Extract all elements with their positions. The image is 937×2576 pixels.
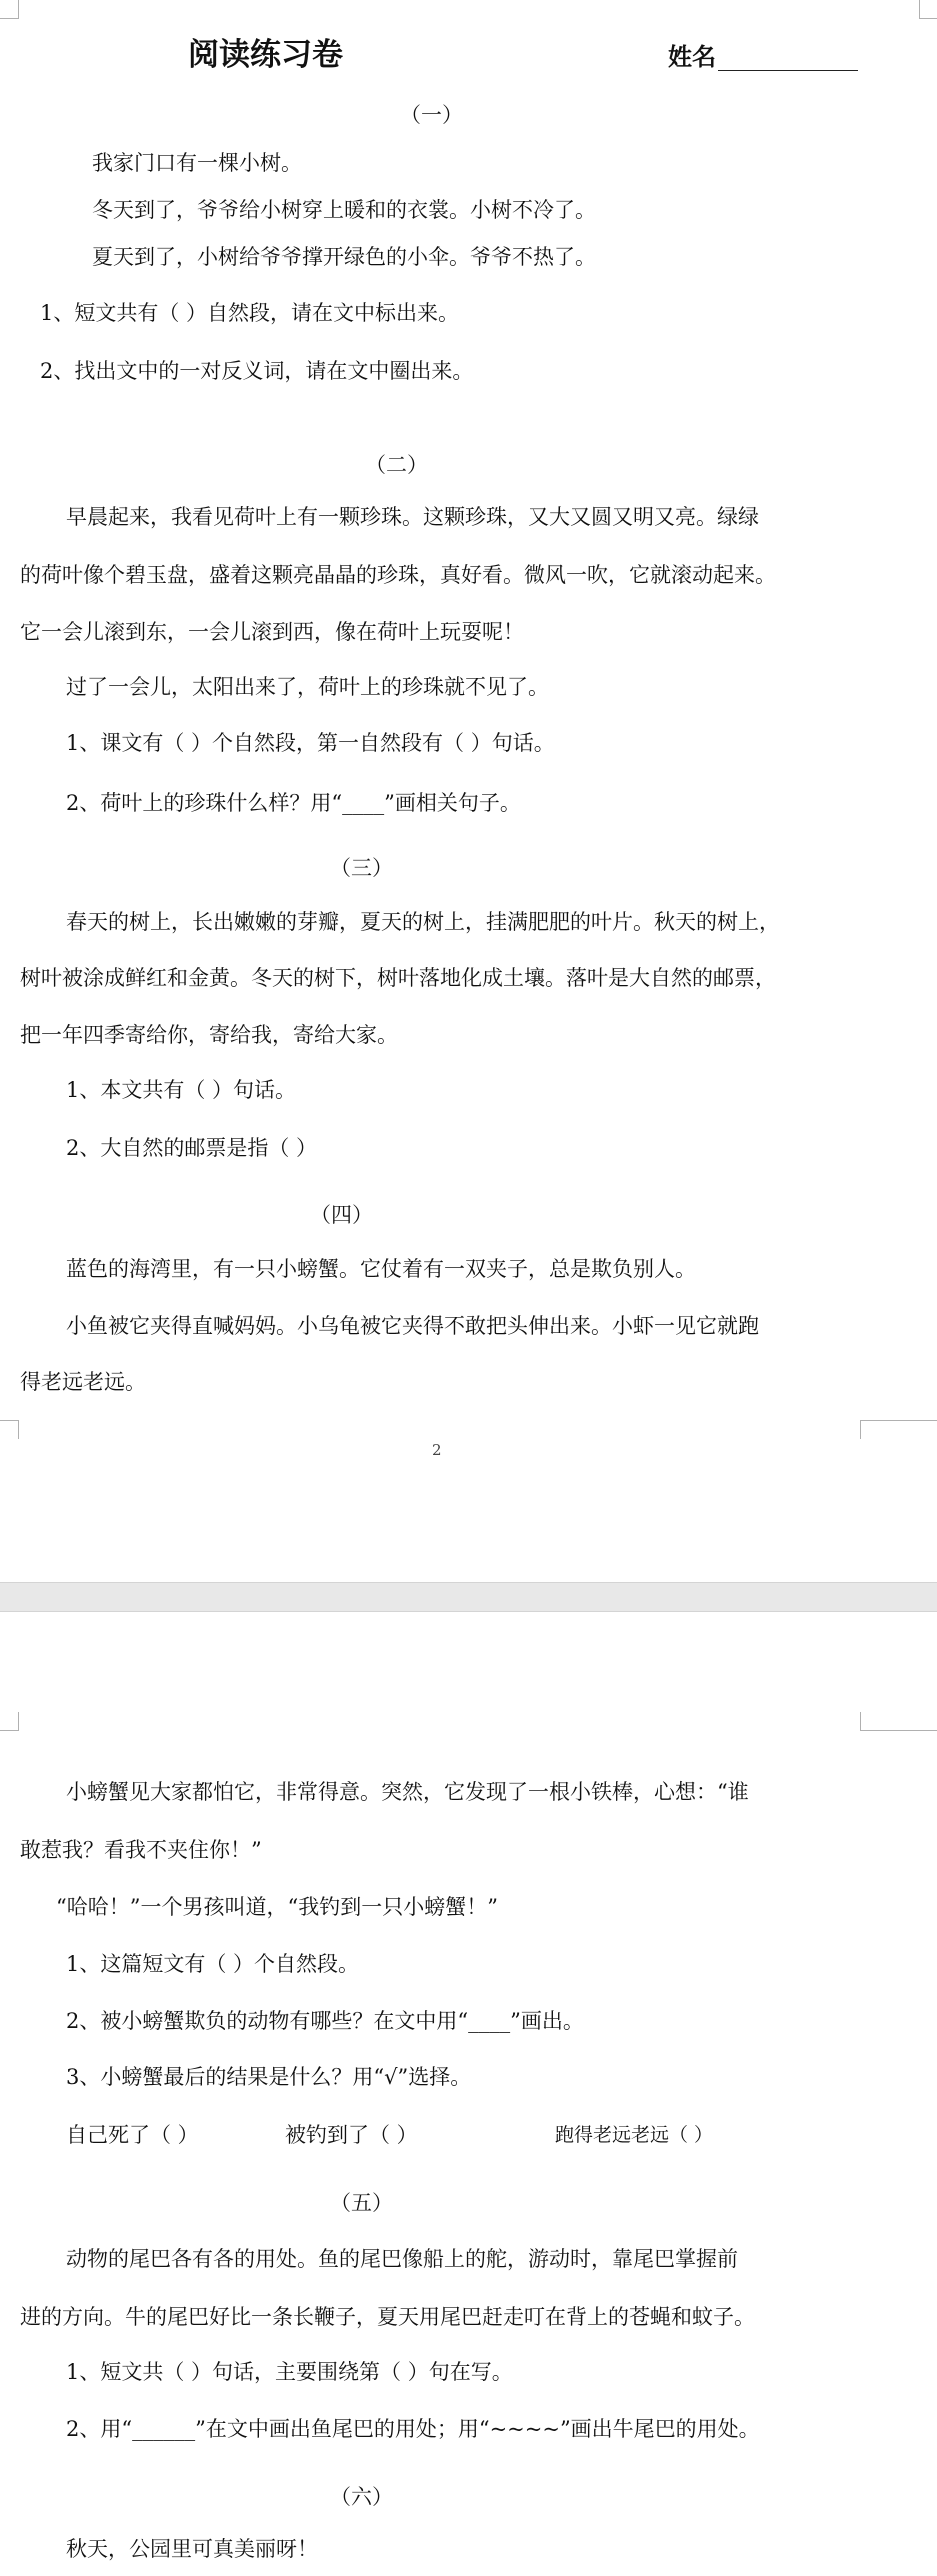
section-1-heading: （一） (400, 103, 463, 127)
s4-option-3: 跑得老远老远（ ） (555, 2124, 714, 2146)
s1-paragraph-2: 冬天到了，爷爷给小树穿上暖和的衣裳。小树不冷了。 (92, 198, 596, 222)
s3-line-2: 树叶被涂成鲜红和金黄。冬天的树下，树叶落地化成土壤。落叶是大自然的邮票， (20, 966, 776, 990)
s5-line-1: 动物的尾巴各有各的用处。鱼的尾巴像船上的舵，游动时，靠尾巴掌握前 (66, 2247, 738, 2271)
s4-question-2: 2、被小螃蟹欺负的动物有哪些？在文中用“____”画出。 (66, 2009, 584, 2033)
s1-paragraph-1: 我家门口有一棵小树。 (92, 151, 302, 175)
page-number: 2 (432, 1441, 442, 1459)
s4-line-1: 蓝色的海湾里，有一只小螃蟹。它仗着有一双夹子，总是欺负别人。 (66, 1257, 696, 1281)
s6-line-1: 秋天，公园里可真美丽呀！ (66, 2537, 318, 2561)
s5-question-2: 2、用“______”在文中画出鱼尾巴的用处；用“~~~~”画出牛尾巴的用处。 (66, 2417, 760, 2441)
s4-line-3: 得老远老远。 (20, 1370, 146, 1394)
s2-question-2: 2、荷叶上的珍珠什么样？用“____”画相关句子。 (66, 791, 521, 815)
crop-mark-top-right (860, 1712, 937, 1731)
crop-mark-top-right (919, 0, 937, 19)
s3-line-3: 把一年四季寄给你，寄给我，寄给大家。 (20, 1023, 398, 1047)
crop-mark-bottom-left (0, 1420, 19, 1439)
s4-cont-line-2: 敢惹我？看我不夹住你！” (20, 1838, 262, 1862)
name-label: 姓名 (668, 43, 716, 71)
s4-cont-line-1: 小螃蟹见大家都怕它，非常得意。突然，它发现了一根小铁棒，心想：“谁 (66, 1780, 749, 1804)
s4-option-2: 被钓到了（ ） (285, 2123, 418, 2147)
crop-mark-top-left (0, 0, 19, 19)
section-6-heading: （六） (330, 2485, 393, 2509)
s3-line-1: 春天的树上，长出嫩嫩的芽瓣，夏天的树上，挂满肥肥的叶片。秋天的树上， (66, 910, 780, 934)
s3-question-1: 1、本文共有（ ）句话。 (66, 1078, 297, 1102)
section-3-heading: （三） (330, 856, 393, 880)
s1-question-1: 1、短文共有（ ）自然段，请在文中标出来。 (40, 301, 460, 325)
s2-line-4: 过了一会儿，太阳出来了，荷叶上的珍珠就不见了。 (66, 675, 549, 699)
s5-question-1: 1、短文共（ ）句话，主要围绕第（ ）句在写。 (66, 2360, 513, 2384)
crop-mark-top-left (0, 1712, 19, 1731)
name-blank-line (718, 70, 858, 71)
s1-question-2: 2、找出文中的一对反义词，请在文中圈出来。 (40, 359, 474, 383)
s1-paragraph-3: 夏天到了，小树给爷爷撑开绿色的小伞。爷爷不热了。 (92, 245, 596, 269)
s5-line-2: 进的方向。牛的尾巴好比一条长鞭子，夏天用尾巴赶走叮在背上的苍蝇和蚊子。 (20, 2305, 755, 2329)
s3-question-2: 2、大自然的邮票是指（ ） (66, 1136, 318, 1160)
document-title: 阅读练习卷 (188, 37, 343, 73)
s4-question-1: 1、这篇短文有（ ）个自然段。 (66, 1952, 360, 1976)
s2-line-3: 它一会儿滚到东，一会儿滚到西，像在荷叶上玩耍呢！ (20, 620, 524, 644)
s4-question-3: 3、小螃蟹最后的结果是什么？用“√”选择。 (66, 2065, 472, 2089)
document-page-2 (0, 1612, 937, 2576)
section-4-heading: （四） (310, 1203, 373, 1227)
section-5-heading: （五） (330, 2191, 393, 2215)
page-separator (0, 1582, 937, 1612)
s4-option-1: 自己死了（ ） (66, 2123, 199, 2147)
s4-line-2: 小鱼被它夹得直喊妈妈。小乌龟被它夹得不敢把头伸出来。小虾一见它就跑 (66, 1314, 759, 1338)
s2-line-1: 早晨起来，我看见荷叶上有一颗珍珠。这颗珍珠，又大又圆又明又亮。绿绿 (66, 505, 759, 529)
crop-mark-bottom-right (860, 1420, 937, 1439)
s4-cont-line-3: “哈哈！”一个男孩叫道，“我钓到一只小螃蟹！” (56, 1895, 498, 1919)
section-2-heading: （二） (365, 453, 428, 477)
s2-question-1: 1、课文有（ ）个自然段，第一自然段有（ ）句话。 (66, 731, 555, 755)
s2-line-2: 的荷叶像个碧玉盘，盛着这颗亮晶晶的珍珠，真好看。微风一吹，它就滚动起来。 (20, 563, 776, 587)
